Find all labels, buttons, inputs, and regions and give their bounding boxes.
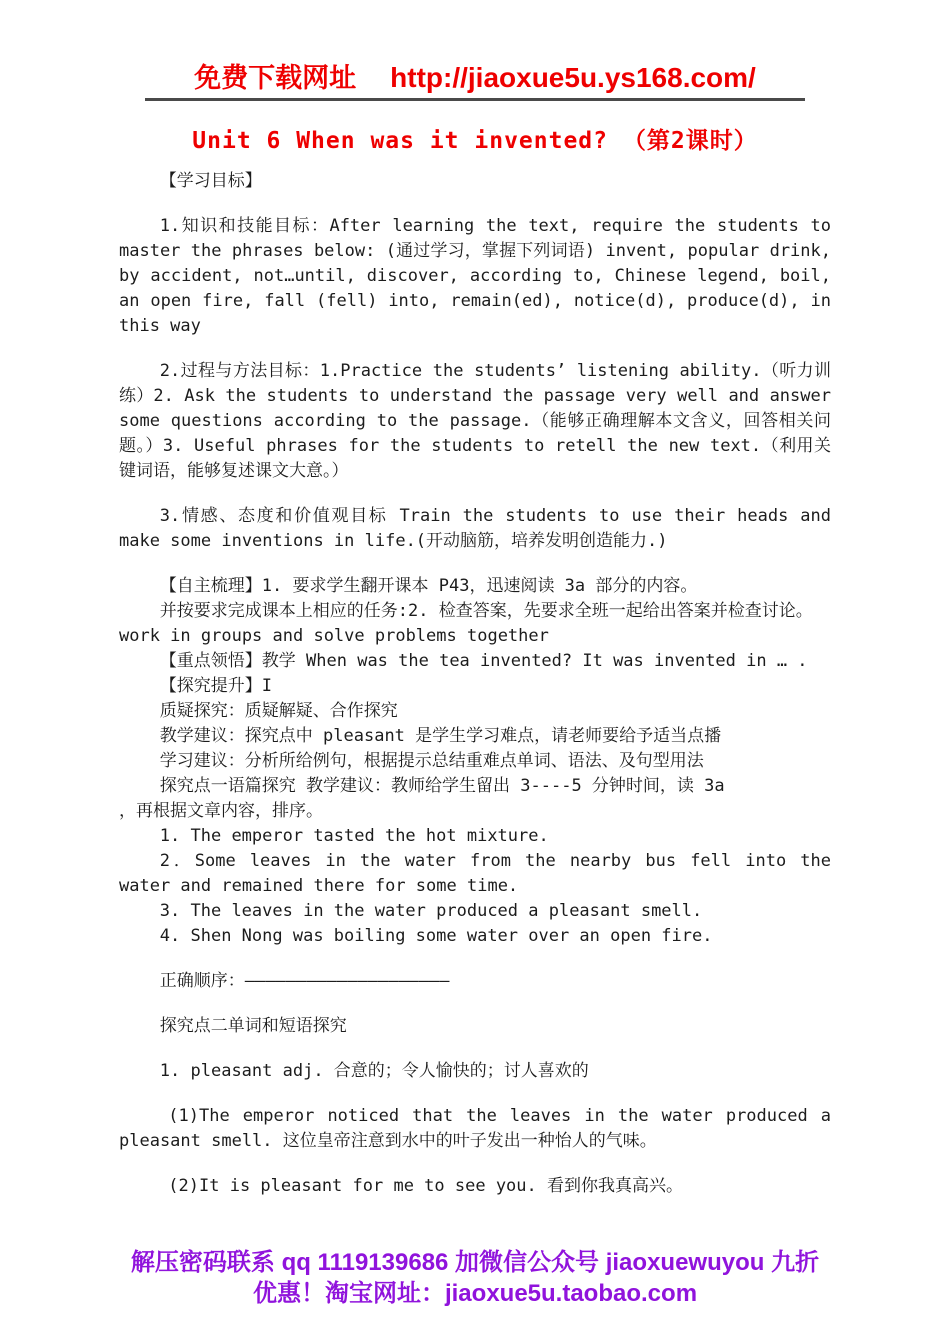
footer-contact-line: 解压密码联系 qq 1119139686 加微信公众号 jiaoxuewuyou 九折 bbox=[130, 1249, 820, 1276]
paragraph-group-work: work in groups and solve problems together bbox=[119, 626, 549, 646]
paragraph-task-check: 并按要求完成课本上相应的任务:2. 检查答案，先要求全班一起给出答案并检查讨论。 bbox=[159, 601, 813, 621]
sentence-item-4: 4. Shen Nong was boiling some water over an open fire. bbox=[159, 926, 713, 946]
header-divider bbox=[145, 98, 805, 101]
page-title: Unit 6 When was it invented? （第2课时） bbox=[192, 128, 758, 154]
sentence-item-3: 3. The leaves in the water produced a pleasant smell. bbox=[159, 901, 703, 921]
line-inquiry-point-one-cont: ，再根据文章内容，排序。 bbox=[119, 801, 323, 821]
download-banner-label: 免费下载网址 bbox=[194, 63, 357, 93]
heading-learning-goals: 【学习目标】 bbox=[159, 171, 262, 191]
example-sentence-1: (1)The emperor noticed that the leaves in the water produced a pleasant smell. 这位皇帝注意到水中的叶子发出一种怡人的气味。 bbox=[119, 1106, 831, 1151]
footer-taobao-line bbox=[0, 1278, 950, 1309]
download-banner bbox=[0, 0, 950, 95]
sentence-item-2: 2．Some leaves in the water from the nearby bus fell into the water and remained there for some time. bbox=[119, 851, 831, 896]
heading-key-points: 【重点领悟】教学 When was the tea invented? It was invented in … . bbox=[159, 651, 808, 671]
line-teaching-advice: 教学建议：探究点中 pleasant 是学生学习难点，请老师要给予适当点播 bbox=[159, 726, 722, 746]
paragraph-emotion-goal: 3.情感、态度和价值观目标 Train the students to use their heads and make some inventions in life.(开动脑筋，培养发明创造能力.) bbox=[119, 506, 831, 551]
line-inquiry-point-one: 探究点一语篇探究 教学建议：教师给学生留出 3----5 分钟时间，读 3a bbox=[159, 776, 725, 796]
contact-footer bbox=[0, 1247, 950, 1309]
heading-self-review: 【自主梳理】1. 要求学生翻开课本 P43，迅速阅读 3a 部分的内容。 bbox=[159, 576, 698, 596]
paragraph-knowledge-goal: 1.知识和技能目标：After learning the text, require the students to master the phrases below: (通过学习，掌握下列词语) invent, popular drink, by accident, not…until, discover, according to, Chinese legend, boil, an open fire, fall (fell) into, remain(ed), notice(d), produce(d), in this way bbox=[119, 216, 831, 336]
line-word-pleasant: 1. pleasant adj. 合意的；令人愉快的；讨人喜欢的 bbox=[159, 1061, 589, 1081]
paragraph-process-goal: 2.过程与方法目标：1.Practice the students’ listening ability.（听力训练）2. Ask the students to understand the passage very well and answer some questions according to the passage.（能够正确理解本文含义，回答相关问题。）3. Useful phrases for the students to retell the new text.（利用关键词语，能够复述课文大意。） bbox=[119, 361, 831, 481]
line-learning-advice: 学习建议：分析所给例句，根据提示总结重难点单词、语法、及句型用法 bbox=[159, 751, 704, 771]
example-sentence-2: (2)It is pleasant for me to see you. 看到你我真高兴。 bbox=[168, 1176, 683, 1196]
line-correct-order-blank: 正确顺序：———————————————————— bbox=[159, 971, 450, 991]
footer-taobao-label: 优惠！淘宝网址： bbox=[252, 1280, 445, 1307]
document-body bbox=[119, 169, 831, 1199]
line-question-inquiry: 质疑探究：质疑解疑、合作探究 bbox=[159, 701, 398, 721]
heading-inquiry-point-two: 探究点二单词和短语探究 bbox=[159, 1016, 347, 1036]
heading-inquiry-upgrade: 【探究提升】I bbox=[159, 676, 273, 696]
sentence-item-1: 1. The emperor tasted the hot mixture. bbox=[159, 826, 549, 846]
footer-taobao-url[interactable]: jiaoxue5u.taobao.com bbox=[444, 1280, 698, 1307]
download-banner-url[interactable]: http://jiaoxue5u.ys168.com/ bbox=[390, 62, 756, 93]
